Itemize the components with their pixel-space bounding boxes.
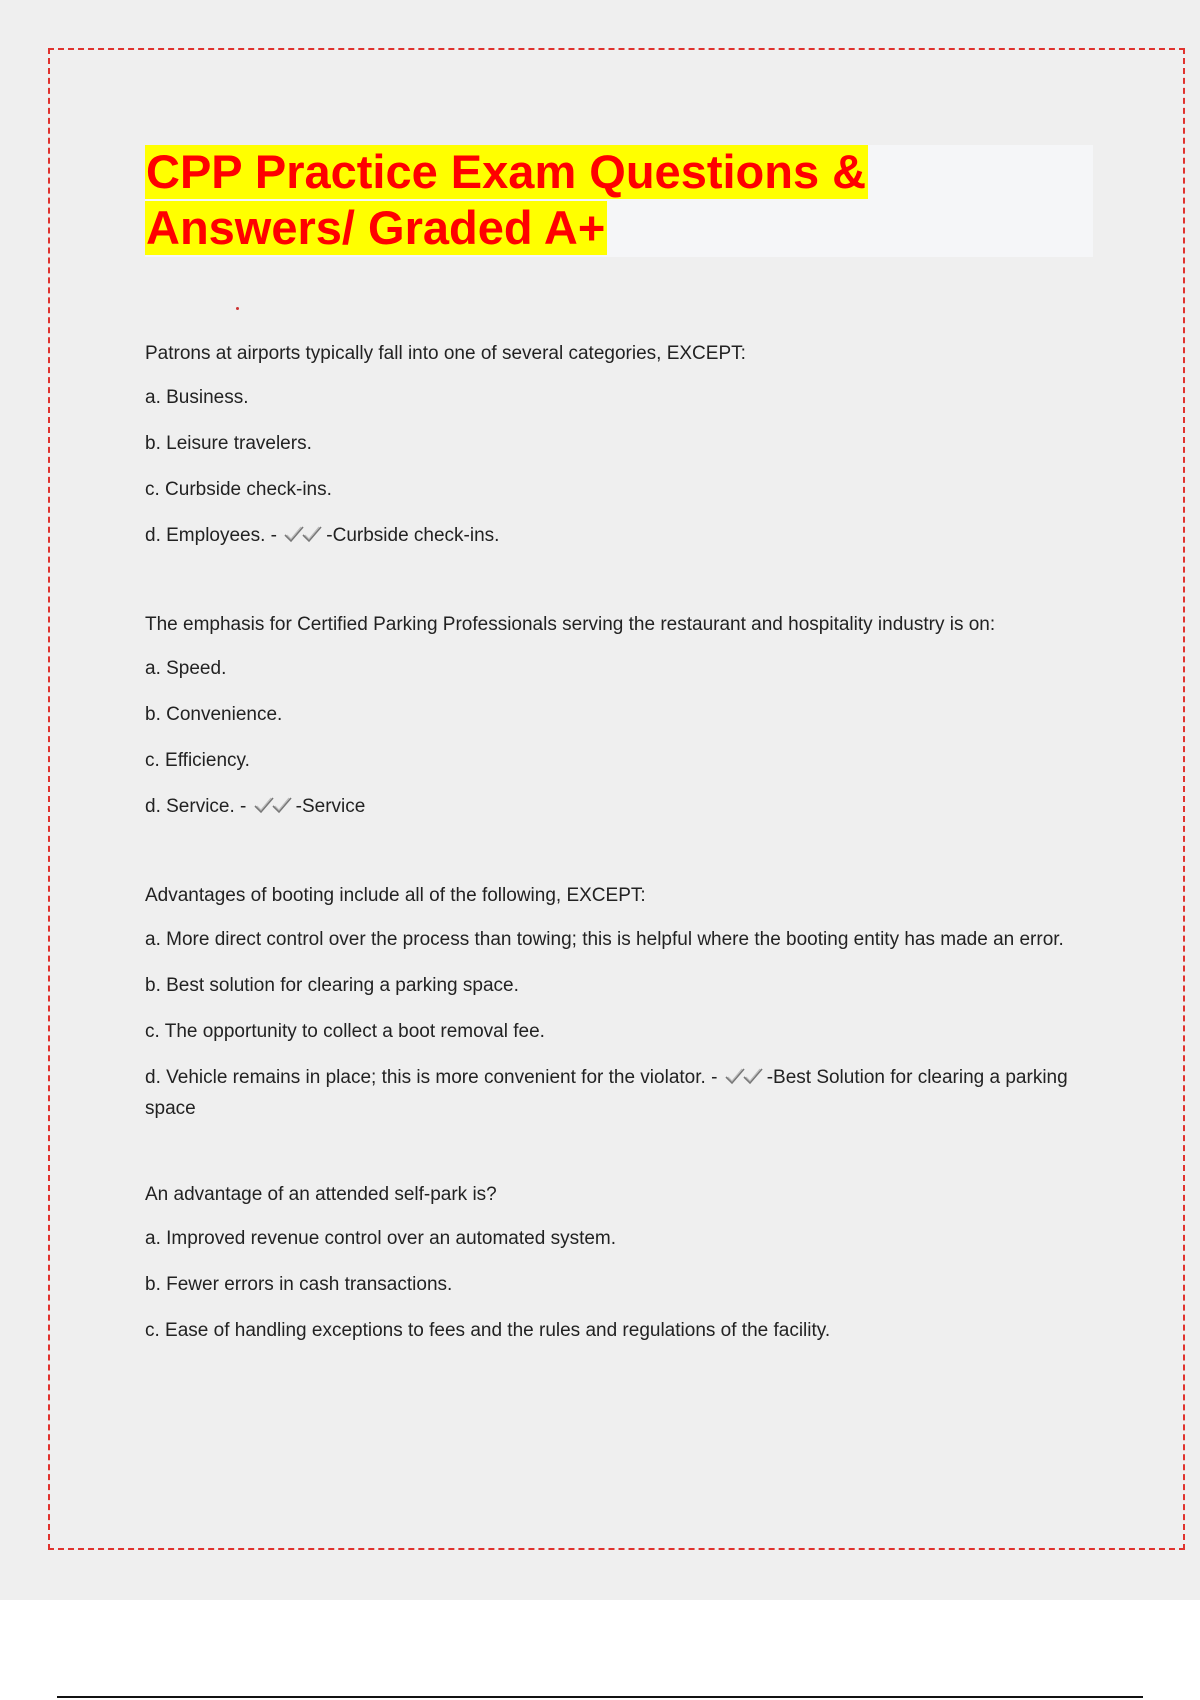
- option-c: c. The opportunity to collect a boot removal fee.: [145, 1021, 545, 1042]
- question-text: An advantage of an attended self-park is?: [145, 1184, 497, 1205]
- option-a: a. Business.: [145, 387, 249, 408]
- title-line-2: Answers/ Graded A+: [146, 201, 606, 254]
- option-c: c. Efficiency.: [145, 750, 250, 771]
- question-block: [145, 611, 1085, 824]
- question-block: [145, 340, 1085, 553]
- option-d: d. Vehicle remains in place; this is more convenient for the violator. -: [145, 1067, 718, 1088]
- question-text: The emphasis for Certified Parking Professionals serving the restaurant and hospitality industry is on:: [145, 614, 996, 635]
- option-c: c. Ease of handling exceptions to fees and the rules and regulations of the facility.: [145, 1320, 831, 1341]
- answer-text: Curbside check-ins.: [332, 525, 500, 546]
- double-check-icon: [283, 524, 325, 553]
- option-d-with-answer: [145, 522, 1085, 553]
- option-d: d. Service. -: [145, 796, 247, 817]
- option-b: b. Fewer errors in cash transactions.: [145, 1274, 453, 1295]
- question-block: [145, 1181, 1085, 1345]
- answer-separator: -: [295, 796, 302, 817]
- document-title: [145, 145, 1093, 257]
- answer-separator: -: [326, 525, 333, 546]
- footer-rule: [57, 1696, 1143, 1698]
- option-d: d. Employees. -: [145, 525, 277, 546]
- double-check-icon: [724, 1066, 766, 1095]
- answer-text: Service: [301, 796, 366, 817]
- option-a: a. Speed.: [145, 658, 227, 679]
- decorative-dot: [236, 307, 239, 310]
- option-b: b. Best solution for clearing a parking space.: [145, 975, 519, 996]
- answer-separator: -: [766, 1067, 774, 1088]
- title-line-1: CPP Practice Exam Questions &: [146, 145, 867, 198]
- option-a: a. Improved revenue control over an automated system.: [145, 1228, 617, 1249]
- answer-text: Best Solution for clearing a parking space: [145, 1067, 1068, 1119]
- option-b: b. Convenience.: [145, 704, 283, 725]
- option-b: b. Leisure travelers.: [145, 433, 312, 454]
- question-block: [145, 882, 1085, 1123]
- question-text: Patrons at airports typically fall into one of several categories, EXCEPT:: [145, 343, 746, 364]
- option-d-with-answer: [145, 1064, 1085, 1123]
- question-list: [145, 340, 1085, 1363]
- option-a: a. More direct control over the process than towing; this is helpful where the booting entity has made an error.: [145, 929, 1064, 950]
- option-c: c. Curbside check-ins.: [145, 479, 332, 500]
- option-d-with-answer: [145, 793, 1085, 824]
- question-text: Advantages of booting include all of the following, EXCEPT:: [145, 885, 646, 906]
- double-check-icon: [253, 795, 295, 824]
